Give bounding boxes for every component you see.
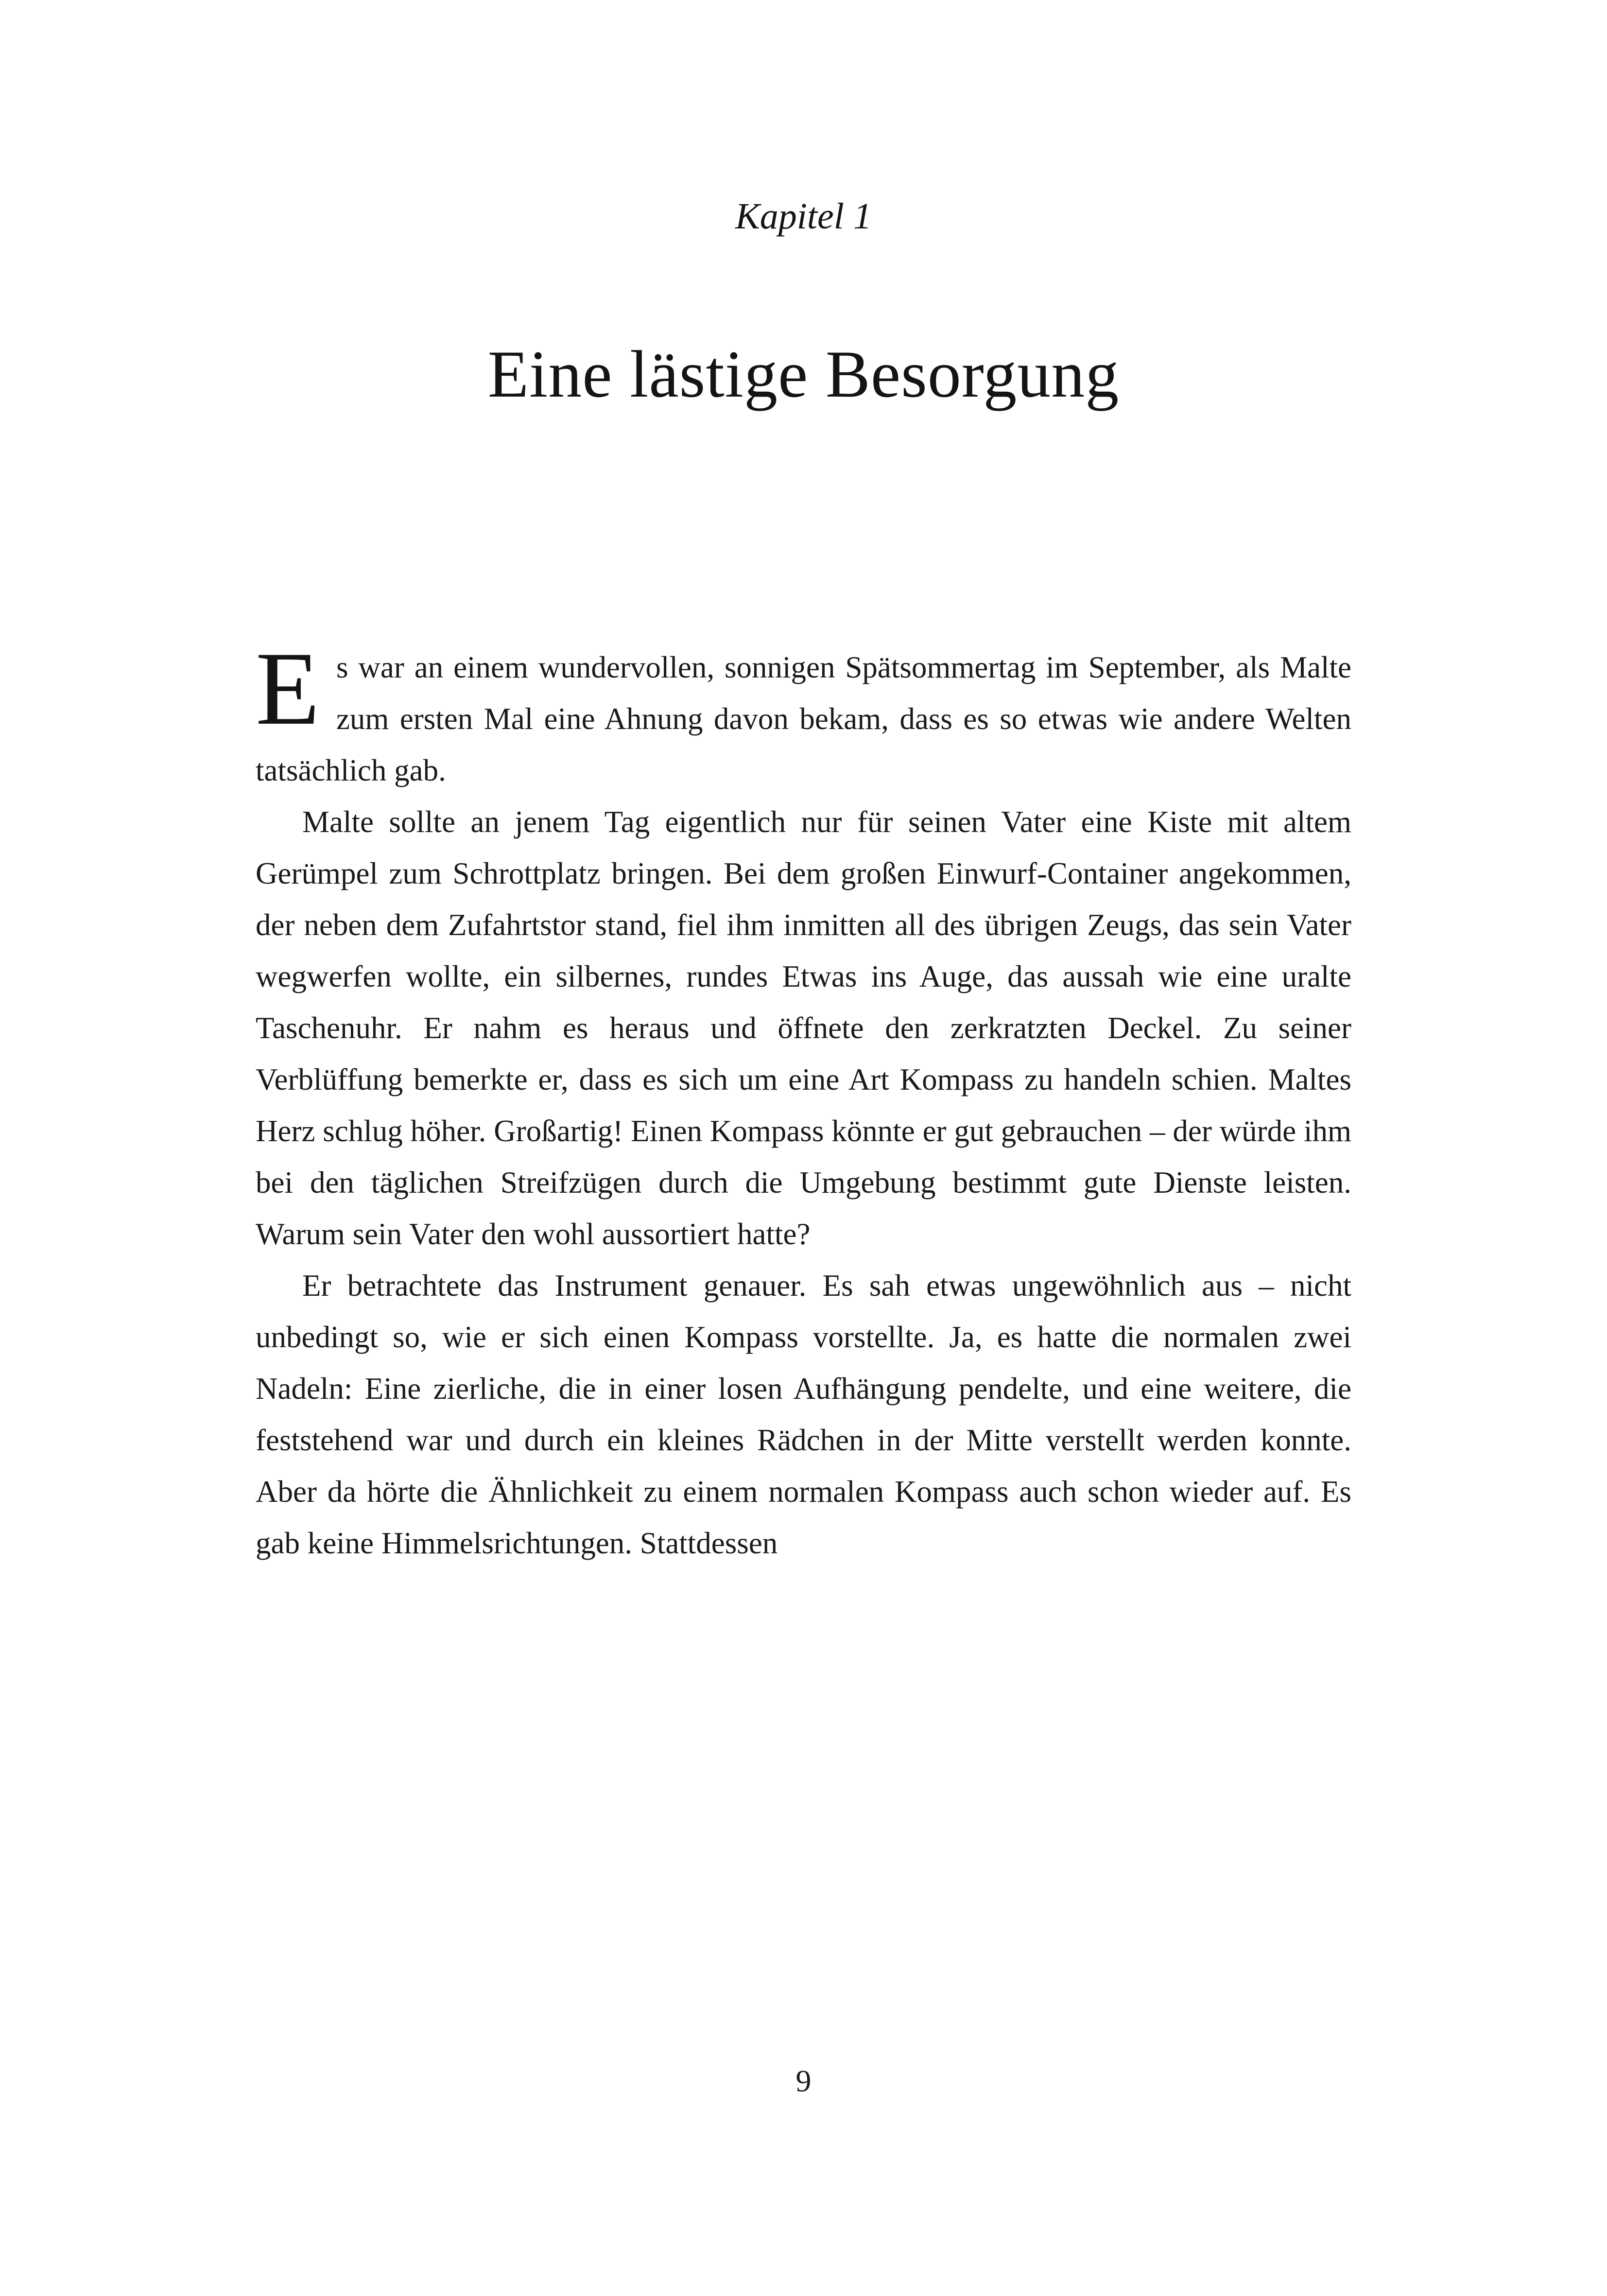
drop-cap: E [256,630,320,747]
paragraph: Malte sollte an jenem Tag eigentlich nur für seinen Vater eine Kiste mit altem Gerümpel zum Schrottplatz bringen. Bei dem großen Einwurf-Container angekommen, der neben dem Zufahrtstor stand, fiel ihm inmitten all des übrigen Zeugs, das sein Vater wegwerfen wollte, ein silbernes, rundes Etwas ins Auge, das aussah wie eine uralte Taschenuhr. Er nahm es heraus und öffnete den zerkratzten Deckel. Zu seiner Verblüffung bemerkte er, dass es sich um eine Art Kompass zu handeln schien. Maltes Herz schlug höher. Großartig! Einen Kompass könnte er gut gebrauchen – der würde ihm bei den täglichen Streifzügen durch die Umgebung bestimmt gute Dienste leisten. Warum sein Vater den wohl aussortiert hatte? [256,804,1351,1251]
text-column [256,194,1351,1569]
page-number: 9 [795,2064,812,2098]
paragraph-opening-text: s war an einem wundervollen, sonnigen Spätsommertag im September, als Malte zum ersten Mal eine Ahnung davon bekam, dass es so etwas wie andere Welten tatsächlich gab. [256,650,1351,787]
body-text [256,630,1351,1569]
chapter-label: Kapitel 1 [735,196,872,237]
page-title: Eine lästige Besorgung [487,337,1120,412]
paragraph: Er betrachtete das Instrument genauer. Es sah etwas ungewöhnlich aus – nicht unbedingt so, wie er sich einen Kompass vorstellte. Ja, es hatte die normalen zwei Nadeln: Eine zierliche, die in einer losen Aufhängung pendelte, und eine weitere, die feststehend war und durch ein kleines Rädchen in der Mitte verstellt werden konnte. Aber da hörte die Ähnlichkeit zu einem normalen Kompass auch schon wieder auf. Es gab keine Himmelsrichtungen. Stattdessen [256,1268,1351,1560]
paragraph-opening [256,630,1351,796]
